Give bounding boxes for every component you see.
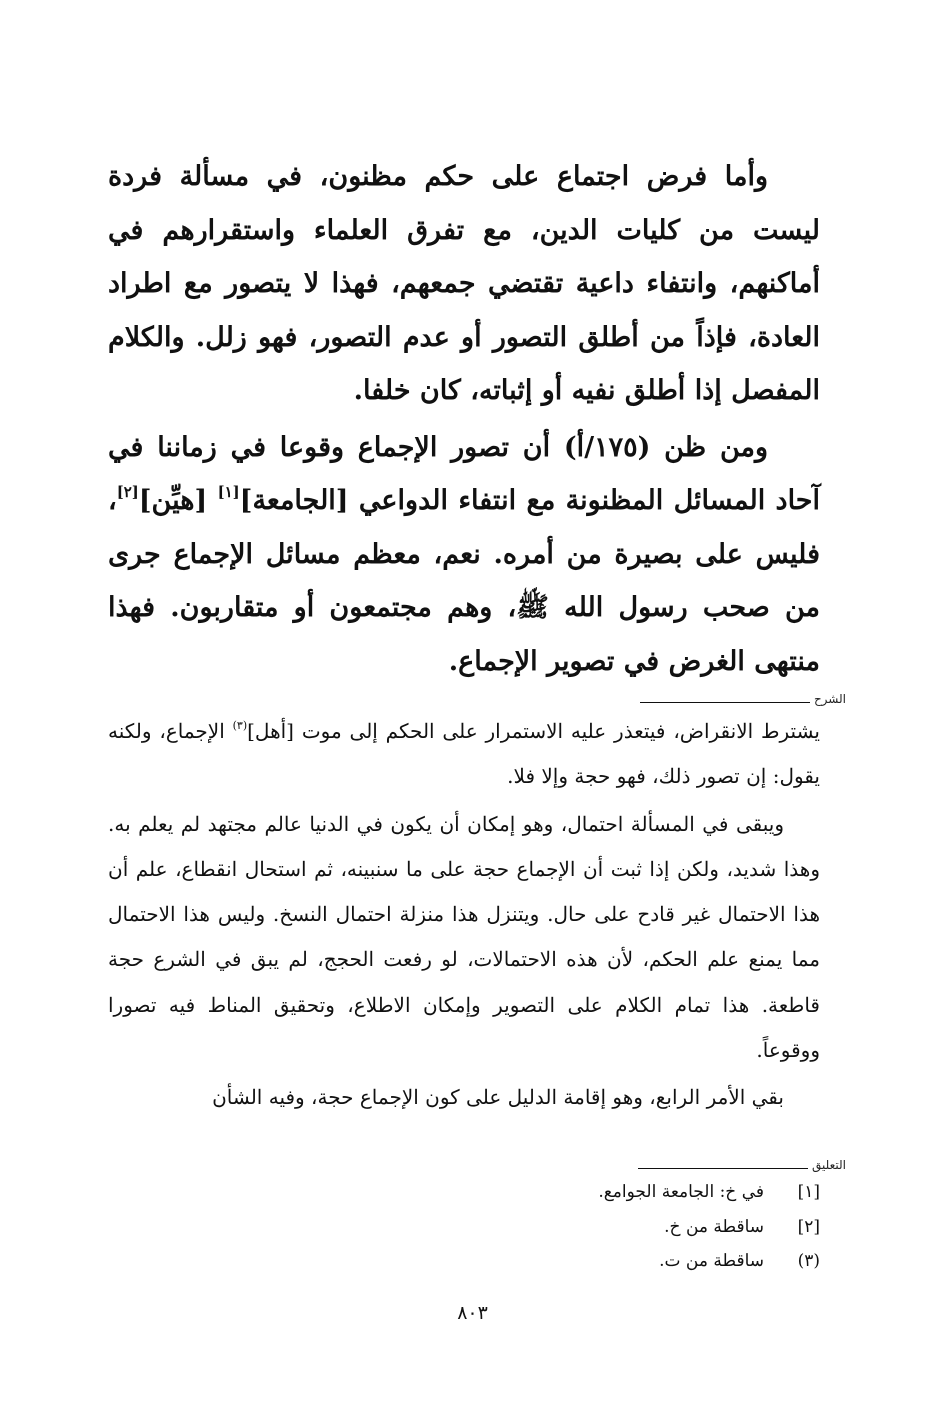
footnote-marker: [١] <box>217 483 240 502</box>
main-paragraph <box>108 421 820 689</box>
separator-rule <box>638 1168 808 1169</box>
commentary-segment: الإجماع، ولكنه يقول: إن تصور ذلك، فهو حجة وإلا فلا. <box>108 719 820 789</box>
page-number: ٨٠٣ <box>457 1302 488 1324</box>
main-text-segment: ، فليس على بصيرة من أمره. نعم، معظم مسائل الإجماع جرى من صحب رسول الله ﷺ، وهم مجتمعون أو متقاربون. فهذا منتهى الغرض في تصوير الإجماع. <box>108 485 820 677</box>
commentary-segment: يشترط الانقراض، فيتعذر عليه الاستمرار على الحكم إلى موت [أهل] <box>247 719 821 743</box>
commentary-text <box>108 709 820 1121</box>
footnote-marker: [٢] <box>116 483 139 502</box>
footnote-number: [١] <box>797 1182 820 1202</box>
commentary-separator <box>108 686 846 706</box>
footnote-text: ساقطة من ت. <box>659 1251 764 1271</box>
footnote-number: (٣) <box>797 1251 820 1271</box>
main-paragraph: وأما فرض اجتماع على حكم مظنون، في مسألة فردة ليست من كليات الدين، مع تفرق العلماء واستقرارهم في أماكنهم، وانتفاء داعية تقتضي جمعهم، فهذا لا يتصور مع اطراد العادة، فإذاً من أطلق التصور أو عدم التصور، فهو زلل. والكلام المفصل إذا أطلق نفيه أو إثباته، كان خلفا. <box>108 161 820 406</box>
main-text <box>108 150 820 688</box>
footnote-number: [٢] <box>797 1216 820 1237</box>
main-text-segment: ومن ظن (١٧٥/أ) أن تصور الإجماع وقوعا في زماننا في آحاد المسائل المظنونة مع انتفاء الدواعي [الجامعة] <box>108 431 820 516</box>
main-text-segment: [هيِّن] <box>138 485 218 516</box>
footnote-marker: (٣) <box>232 719 248 733</box>
commentary-paragraph: ويبقى في المسألة احتمال، وهو إمكان أن يكون في الدنيا عالم مجتهد لم يعلم به. وهذا شديد، ولكن إذا ثبت أن الإجماع حجة على ما سنبينه، ثم استحال انقطاع، علم أن هذا الاحتمال غير قادح على حال. ويتنزل هذا منزلة احتمال النسخ. وليس هذا الاحتمال مما يمنع علم الحكم، لأن هذه الاحتمالات، لو رفعت الحجج، لم يبق في الشرع حجة قاطعة. هذا تمام الكلام على التصوير وإمكان الاطلاع، وتحقيق المناط فيه تصورا ووقوعاً. <box>108 811 820 1063</box>
separator-rule <box>640 702 810 703</box>
notes-label: التعليق <box>811 1158 846 1172</box>
footnote-text: في خ: الجامعة الجوامع. <box>598 1182 764 1202</box>
commentary-paragraph <box>108 709 820 800</box>
footnote-item <box>400 1210 820 1245</box>
commentary-paragraph: بقي الأمر الرابع، وهو إقامة الدليل على كون الإجماع حجة، وفيه الشأن <box>212 1085 784 1110</box>
footnote-item <box>400 1244 820 1279</box>
commentary-label: الشرح <box>813 692 846 706</box>
footnotes <box>400 1175 820 1279</box>
footnote-text: ساقطة من خ. <box>664 1216 764 1237</box>
notes-separator <box>108 1152 846 1172</box>
footnote-item <box>400 1175 820 1210</box>
